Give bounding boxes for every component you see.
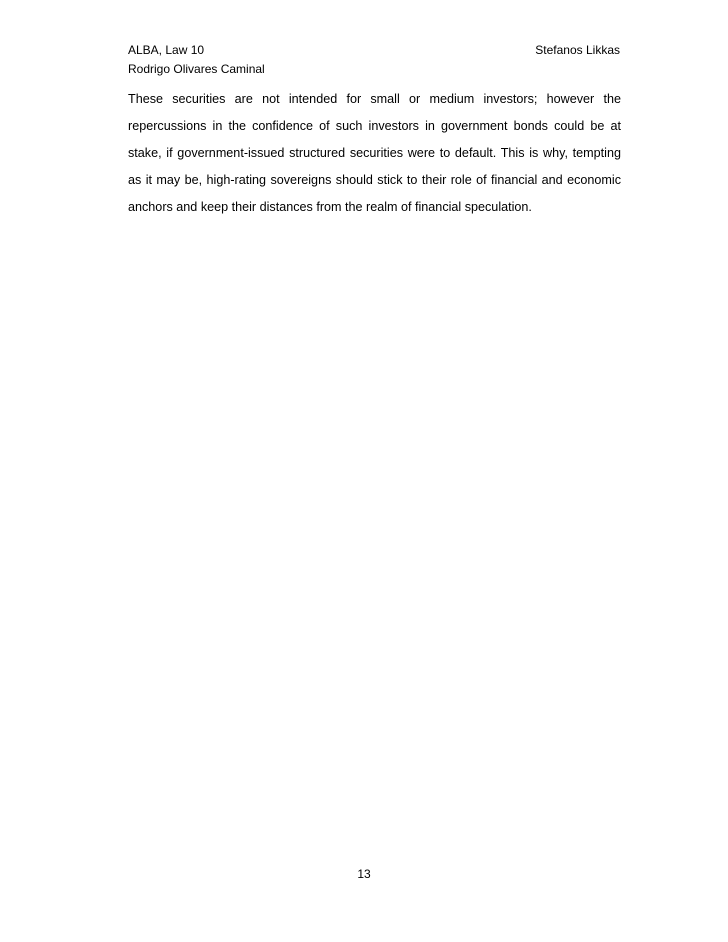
header-course: ALBA, Law 10 — [128, 43, 205, 57]
header-author-left: Rodrigo Olivares Caminal — [128, 62, 265, 76]
page-number: 13 — [357, 867, 371, 881]
header-left — [128, 41, 265, 79]
header-author-right: Stefanos Likkas — [535, 43, 620, 57]
body-paragraph: These securities are not intended for small or medium investors; however the repercussions in the confidence of such investors in government bonds could be at stake, if government-issued structured securities were to default. This is why, tempting as it may be, high-rating sovereigns should stick to their role of financial and economic anchors and keep their distances from the realm of financial speculation. — [128, 92, 621, 214]
